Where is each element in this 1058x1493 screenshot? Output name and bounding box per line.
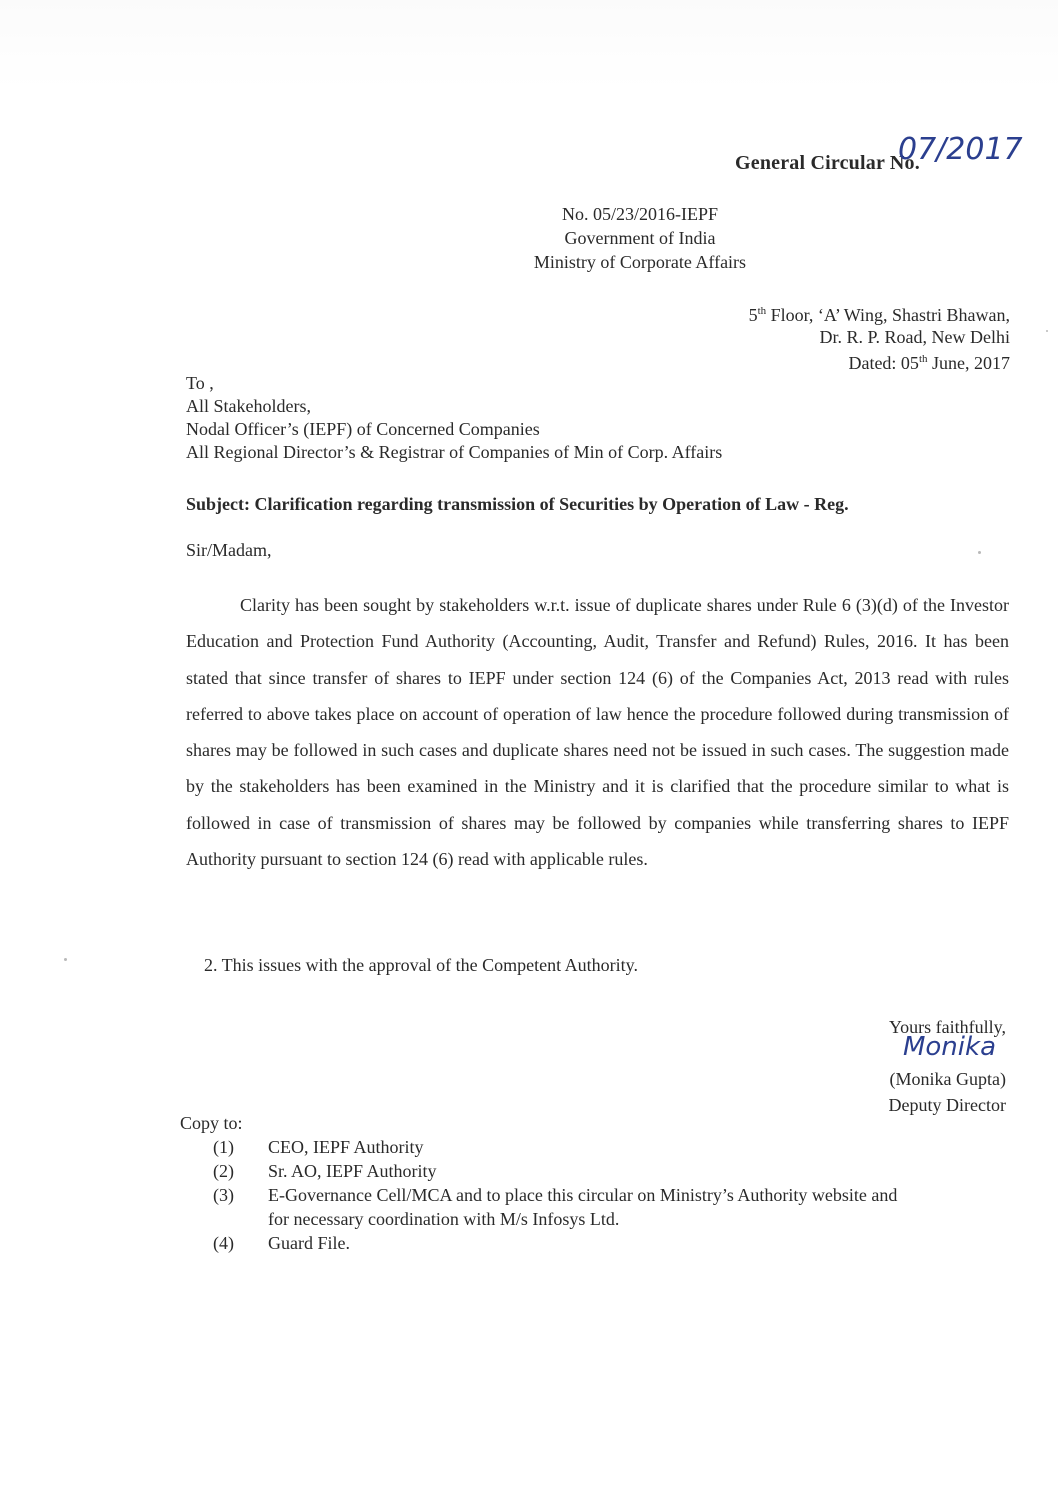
- closing: Yours faithfully,: [888, 1017, 1006, 1037]
- signoff-block: [889, 1014, 1006, 1118]
- address-road: Dr. R. P. Road, New Delhi: [819, 327, 1010, 347]
- scan-speck: [978, 551, 981, 554]
- copy-to-list: [213, 1135, 908, 1255]
- salutation: Sir/Madam,: [186, 540, 272, 560]
- circular-number-handwritten: 07/2017: [898, 132, 1023, 167]
- address-block: [749, 300, 1010, 374]
- signatory-designation: Deputy Director: [888, 1095, 1006, 1115]
- ministry-name: Ministry of Corporate Affairs: [533, 252, 747, 272]
- file-number: No. 05/23/2016-IEPF: [561, 204, 718, 224]
- scan-speck: [64, 958, 67, 961]
- circular-label: General Circular No.: [735, 152, 920, 174]
- scan-speck: [1046, 330, 1048, 332]
- copy-to-label: Copy to:: [180, 1113, 243, 1133]
- address-floor: 5th Floor, ‘A’ Wing, Shastri Bhawan,: [748, 305, 1010, 325]
- signatory-name: (Monika Gupta): [889, 1069, 1006, 1089]
- subject-line: Subject: Clarification regarding transmission of Securities by Operation of Law - Reg.: [186, 494, 849, 514]
- list-item: (4) Guard File.: [213, 1233, 350, 1253]
- recipient-line: All Regional Director’s & Registrar of Companies of Min of Corp. Affairs: [186, 442, 723, 462]
- government-name: Government of India: [564, 228, 716, 248]
- list-item: (1) CEO, IEPF Authority: [213, 1137, 424, 1157]
- recipient-line: All Stakeholders,: [186, 396, 311, 416]
- approval-paragraph: 2. This issues with the approval of the Competent Authority.: [204, 955, 638, 975]
- list-item: (2) Sr. AO, IEPF Authority: [213, 1161, 437, 1181]
- handwritten-signature: Monika: [902, 1032, 996, 1062]
- recipient-line: Nodal Officer’s (IEPF) of Concerned Companies: [186, 419, 540, 439]
- reference-block: [480, 202, 800, 274]
- to-label: To ,: [186, 373, 214, 393]
- list-item: (3) E-Governance Cell/MCA and to place this circular on Ministry’s Authority website and for necessary coordination with M/s Infosys Ltd.: [213, 1185, 898, 1229]
- body-paragraph: Clarity has been sought by stakeholders w.r.t. issue of duplicate shares under Rule 6 (3)(d) of the Investor Education and Protection Fund Authority (Accounting, Audit, Transfer and Refund) Rules, 2016. It has been stated that since transfer of shares to IEPF under section 124 (6) of the Companies Act, 2013 read with rules referred to above takes place on account of operation of law hence the procedure followed during transmission of shares may be followed in such cases and duplicate shares need not be issued in such cases. The suggestion made by the stakeholders has been examined in the Ministry and it is clarified that the procedure similar to what is followed in case of transmission of shares may be followed by companies while transferring shares to IEPF Authority pursuant to section 124 (6) read with applicable rules.: [186, 595, 1009, 870]
- document-date: Dated: 05th June, 2017: [848, 353, 1010, 373]
- recipients-block: [186, 372, 722, 464]
